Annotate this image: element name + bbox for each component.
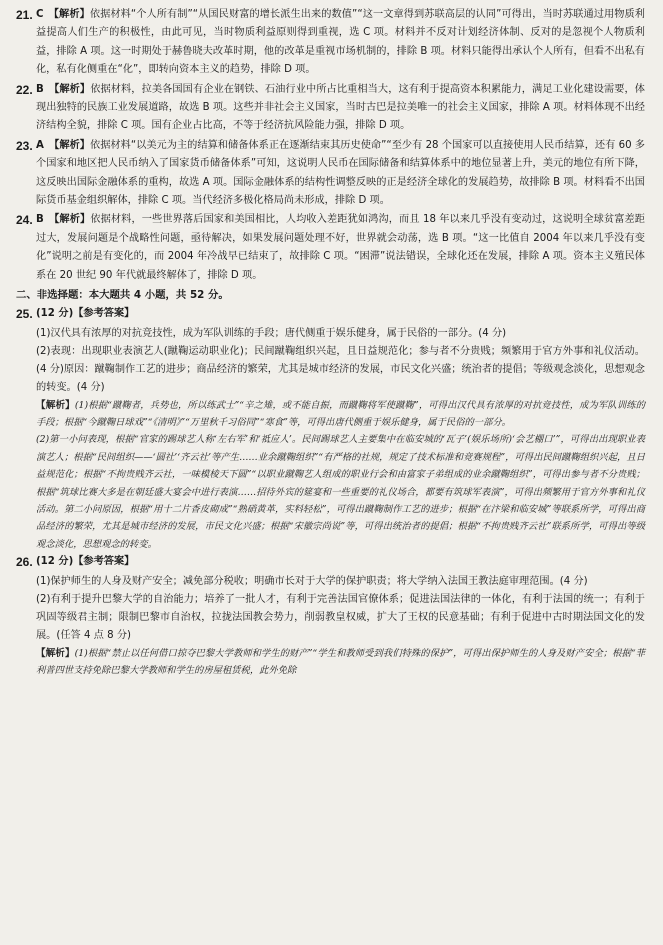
score-label: (12 分) [36, 556, 74, 568]
analysis-text: 依据材料，拉美各国国有企业在钢铁、石油行业中所占比重相当大，这有利于提高资本积累能力，满足工业化建设需要，体现出独特的民族工业发展道路，故选 B 项。这些并非社会主义国家，当时古巴是拉美唯一的社会主义国家，排除 A 项。材料体现不出经济结构全貌，排除 C 项。国有企业占比高，不等于经济抗风险能力强，排除 D 项。 [36, 83, 645, 132]
analysis-part-1 [16, 397, 645, 432]
analysis-tag: 【解析】 [49, 214, 91, 226]
question-26 [16, 553, 645, 571]
analysis-text: 依据材料，一些世界落后国家和美国相比，人均收入差距犹如鸿沟，而且 18 年以来几乎没有变动过，这说明全球贫富差距过大，发展问题是个战略性问题，亟待解决，如果发展问题处理不好，世界就会动荡，选 B 项。“这一比值自 2004 年以来几乎没有变化”说明之前是有变化的，而 2004 年冷战早已结束了，故排除 C 项。“困滞”说法错误，全球化还在发展，排除 A 项。资本主义殖民体系在 20 世纪 90 年代就最终解体了，排除 D 项。 [36, 214, 645, 281]
answer-part-2: (2)表现：出现职业表演艺人(蹴鞠运动职业化)；民间蹴鞠组织兴起，且日益规范化；参与者不分贵贱；频繁用于官方外事和礼仪活动。(4 分)原因：蹴鞠制作工艺的进步；商品经济的繁荣，尤其是城市经济的发展，市民文化兴盛；统治者的提倡；等级观念淡化，思想观念的转变。(4 分) [36, 345, 645, 393]
analysis-tag: 【解析】 [49, 139, 90, 151]
analysis-part-1 [16, 645, 645, 680]
analysis-text: (1)根据“禁止以任何借口掠夺巴黎大学教师和学生的财产”“学生和教师受到我们特殊的保护”，可得出保护师生的人身及财产安全；根据“菲利普四世支持免除巴黎大学教师和学生的房屋租赁税，此外免除 [36, 647, 645, 676]
question-number: 25. [16, 307, 33, 322]
analysis-text: 依据材料“个人所有制”“从国民财富的增长派生出来的数值”“这一文章得到苏联高层的认同”可得出，当时苏联通过用物质利益提高人们生产的积极性，由此可见，当时物质利益原则得到重视，选 C 项。材料并不反对计划经济体制、反对的是忽视个人物质利益，排除 A 项。这一时期处于赫鲁晓夫改革时期，他的改革是重视市场机制的，排除 B 项。材料只能得出承认个人所有，但看不出私有化，私有化侧重在“化”，即转向资本主义的趋势，排除 D 项。 [36, 9, 645, 76]
question-number: 24. [16, 213, 33, 228]
answer-part-1: (1)保护师生的人身及财产安全；减免部分税收；明确市长对于大学的保护职责；将大学纳入法国王教法庭审理范围。(4 分) [36, 575, 588, 587]
reference-answer-tag: 【参考答案】 [73, 556, 135, 568]
analysis-tag: 【解析】 [36, 647, 75, 659]
question-number: 21. [16, 8, 33, 22]
analysis-part-2: (2)第一小问表现，根据“官家的踢球艺人称‘左右军’和‘祗应人’。民间踢球艺人主要集中在临安城的‘瓦子’(娱乐场所)‘会艺棚口’”，可得出出现职业表演艺人；根据“民间组织——‘圆社’‘齐云社’等产生……业余蹴鞠组织”“有严格的社规，规定了技术标准和竞赛规程”，可得出民间蹴鞠组织兴起，且日益规范化；根据“不拘贵贱齐云社，一味模棱天下圆”“以职业蹴鞠艺人组成的职业行会和由富家子弟组成的业余蹴鞠组织”，可得出参与者不分贵贱；根据“筑球比赛大多是在朝廷盛大宴会中进行表演……招待外宾的筵宴和一些重要的礼仪场合，都要有筑球军表演”，可得出频繁用于官方外事和礼仪活动。第二小问原因，根据“用十二片香皮砌成”“熟硝黄革，实料轻松”，可得出蹴鞠制作工艺的进步；根据“在汴梁和临安城”等联系所学，可得出商品经济的繁荣，尤其是城市经济的发展，市民文化兴盛；根据“宋徽宗尚说”等，可得出统治者的提倡；根据“不拘贵贱齐云社”联系所学，可得出等级观念淡化，思想观念的转变。 [36, 434, 645, 550]
question-25 [16, 305, 645, 323]
analysis-text: (1)根据“蹴鞠者，兵势也，所以练武士”“辛之雉，或不能自振，而蹴鞠将军使蹴鞠”，可得出汉代具有浓厚的对抗竞技性，成为军队训练的手段；根据“今蹴鞠日球戏”“《清明》”“万里秋千习俗同”“寒食”等，可得出唐代侧重于娱乐健身，属于民俗的一部分。 [36, 399, 646, 428]
analysis-text: 依据材料“以美元为主的结算和储备体系正在逐渐结束其历史使命”“至少有 28 个国家可以直接使用人民币结算，还有 60 多个国家和地区把人民币纳入了国家货币储备体系”可知，这说明人民币在国际储备和结算体系中的地位显著上升，美元的地位有所下降，这反映出国际金融体系的重构，故选 A 项。国际金融体系的结构性调整反映的正是经济全球化的发展趋势，故排除 B 项。材料看不出国际货币基金组织解体，排除 C 项。当代经济多极化格局尚未形成，排除 D 项。 [36, 139, 645, 207]
question-number: 26. [16, 555, 33, 570]
question-23 [16, 137, 645, 211]
analysis-tag: 【解析】 [49, 83, 91, 95]
answer-letter: B [36, 83, 44, 95]
section-heading: 二、非选择题：本大题共 4 小题，共 52 分。 [16, 289, 229, 302]
score-label: (12 分) [36, 308, 74, 320]
question-number: 22. [16, 82, 33, 97]
question-number: 23. [16, 138, 33, 153]
answer-letter: C [36, 9, 44, 20]
answer-part-2: (2)有利于提升巴黎大学的自治能力；培养了一批人才，有利于完善法国官僚体系；促进法国法律的一体化，有利于法国的统一；有利于巩固等级君主制；限制巴黎市自治权，拉拢法国教会势力，削弱教皇权威，扩大了王权的民意基础；有利于促进中古时期法国文化的发展。(任答 4 点 8 分) [36, 593, 645, 641]
answer-letter: B [36, 214, 44, 226]
question-24 [16, 211, 645, 285]
analysis-tag: 【解析】 [48, 9, 90, 20]
reference-answer-tag: 【参考答案】 [73, 308, 135, 320]
analysis-tag: 【解析】 [36, 399, 75, 411]
question-22 [16, 81, 645, 136]
answer-letter: A [36, 139, 44, 151]
question-21 [16, 6, 645, 80]
answer-part-1: (1)汉代具有浓厚的对抗竞技性，成为军队训练的手段；唐代侧重于娱乐健身，属于民俗的一部分。(4 分) [36, 327, 507, 339]
